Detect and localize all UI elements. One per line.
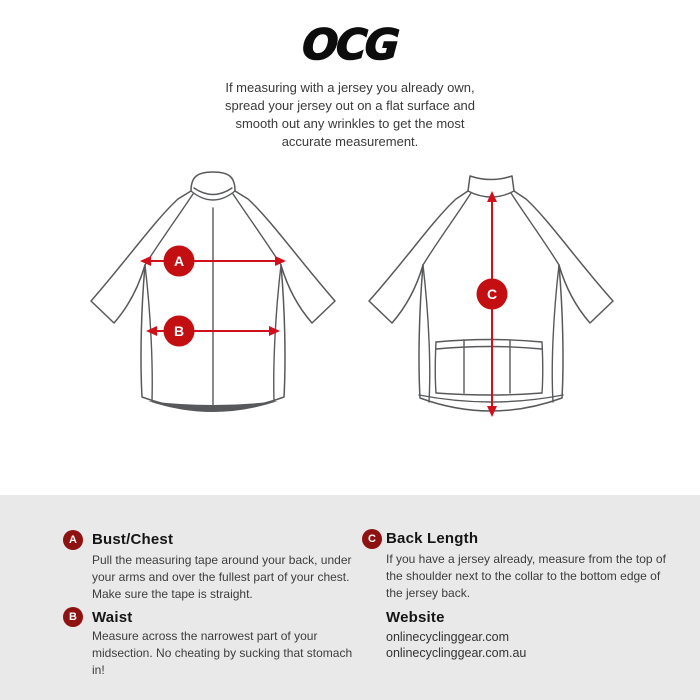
legend-marker-a-label: A: [69, 534, 77, 546]
legend-description-bust-chest: Pull the measuring tape around your back, under your arms and over the fullest part of your chest. Make sure the tape is straight.: [92, 553, 352, 601]
website-url-com-au: onlinecyclinggear.com.au: [386, 646, 527, 660]
legend-title-waist: Waist: [92, 609, 133, 626]
pocket-right-edge: [542, 342, 543, 393]
legend-marker-b-label: B: [69, 611, 77, 623]
intro-text: If measuring with a jersey you already own, spread your jersey out on a flat surface and smooth out any wrinkles to get the most accurate measurement.: [224, 80, 476, 149]
legend-marker-b: [63, 607, 83, 627]
legend-title-bust-chest: Bust/Chest: [92, 531, 174, 548]
marker-b-label: B: [173, 323, 185, 339]
marker-b: [164, 316, 195, 347]
website-heading: Website: [386, 609, 445, 626]
legend-marker-c: [362, 529, 382, 549]
website-url-com: onlinecyclinggear.com: [386, 630, 509, 644]
marker-c-label: C: [486, 286, 498, 302]
legend-panel: [0, 495, 700, 700]
marker-a: [164, 246, 195, 277]
legend-description-back-length: If you have a jersey already, measure from the top of the shoulder next to the collar to the bottom edge of the jersey back.: [386, 552, 666, 600]
legend-marker-a: [63, 530, 83, 550]
marker-c: [477, 279, 508, 310]
jersey-back-diagram: [360, 172, 622, 422]
jersey-front-diagram: [85, 171, 345, 423]
legend-title-back-length: Back Length: [386, 530, 479, 547]
pocket-left-edge: [435, 342, 436, 393]
legend-description-waist: Measure across the narrowest part of your midsection. No cheating by sucking that stomach in!: [92, 629, 353, 677]
legend-marker-c-label: C: [368, 533, 376, 545]
marker-a-label: A: [173, 253, 185, 269]
ocg-logo: OCG: [300, 20, 400, 69]
